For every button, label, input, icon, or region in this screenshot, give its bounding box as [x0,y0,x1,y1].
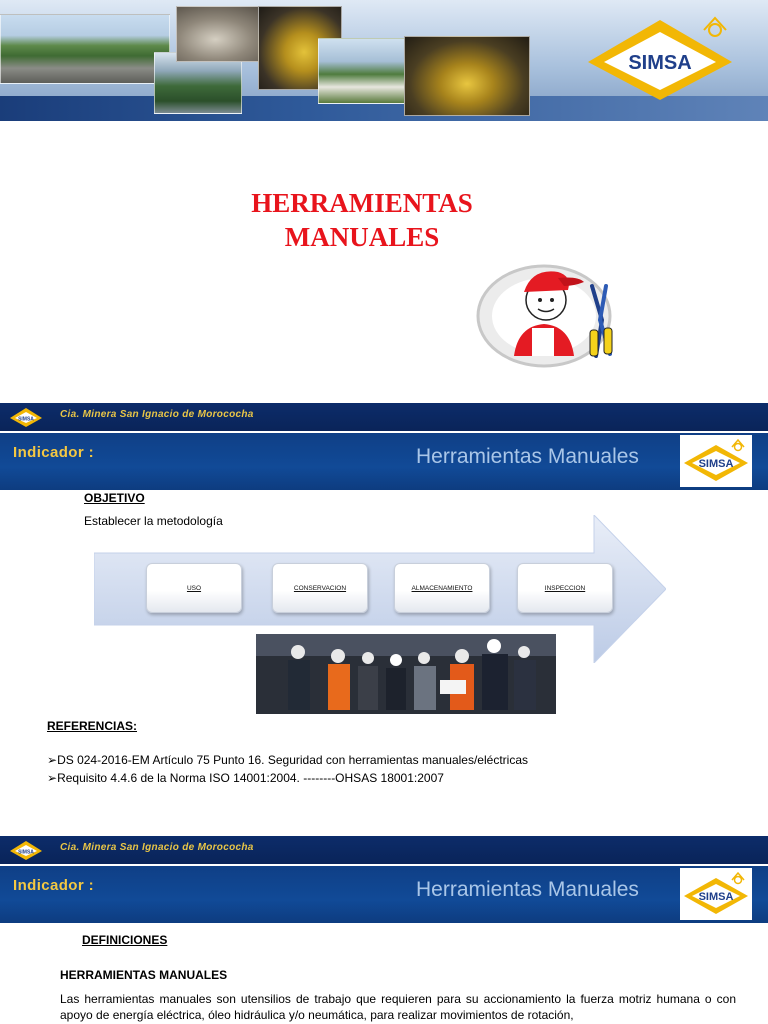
workers-photo [256,634,556,714]
simsa-logo [680,435,752,487]
referencia-text: Requisito 4.4.6 de la Norma ISO 14001:2004. --------OHSAS 18001:2007 [57,771,444,785]
referencia-text: DS 024-2016-EM Artículo 75 Punto 16. Seguridad con herramientas manuales/eléctricas [57,753,528,767]
photo-camp [318,38,414,104]
company-bar [0,836,768,864]
indicator-label: Indicador : [13,444,95,461]
definition-paragraph: Las herramientas manuales son utensilios de trabajo que requieren para su accionamiento la fuerza motriz humana o con apoyo de energía eléctrica, óleo hidráulica y/o neumática, para realizar movimientos de rotación, [60,992,736,1022]
definiciones-slide [0,836,768,1024]
photo-banner [0,0,768,121]
svg-text:SIMSA: SIMSA [18,849,34,856]
slide-title-line2: MANUALES [284,222,440,252]
bullet-arrow: ➢ [47,771,58,785]
step-label: USO [186,584,202,592]
step-label: CONSERVACION [293,584,347,592]
referencia-item [47,753,528,767]
step-almacenamiento [394,563,490,613]
simsa-logo-text: SIMSA [628,52,692,74]
svg-text:SIMSA: SIMSA [698,891,734,903]
referencia-item [47,771,444,785]
photo-town [0,14,170,84]
svg-text:SIMSA: SIMSA [698,458,734,470]
bullet-arrow: ➢ [47,753,58,767]
indicator-title: Herramientas Manuales [416,878,639,901]
slide-title-line1: HERRAMIENTAS [251,188,473,218]
simsa-logo [680,868,752,920]
photo-drill-rig [404,36,530,116]
company-bar [0,403,768,431]
definiciones-heading: DEFINICIONES [82,933,168,947]
worker-mascot-illustration [474,256,628,368]
simsa-mini-logo [8,406,44,428]
indicator-bar [0,864,768,923]
title-slide [0,0,768,402]
step-conservacion [272,563,368,613]
objetivo-slide [0,403,768,835]
simsa-mini-logo [8,839,44,861]
company-name: Cia. Minera San Ignacio de Morococha [60,842,254,853]
objetivo-text: Establecer la metodología [84,514,223,528]
simsa-logo [580,12,740,104]
indicator-label: Indicador : [13,877,95,894]
herramientas-manuales-subtitle: HERRAMIENTAS MANUALES [60,968,228,982]
referencias-heading: REFERENCIAS: [47,719,138,733]
step-label: INSPECCION [544,584,586,592]
objetivo-heading: OBJETIVO [84,491,145,505]
indicator-bar [0,431,768,490]
company-name: Cia. Minera San Ignacio de Morococha [60,409,254,420]
step-uso [146,563,242,613]
svg-text:SIMSA: SIMSA [18,416,34,423]
indicator-title: Herramientas Manuales [416,445,639,468]
step-inspeccion [517,563,613,613]
step-label: ALMACENAMIENTO [411,584,473,592]
